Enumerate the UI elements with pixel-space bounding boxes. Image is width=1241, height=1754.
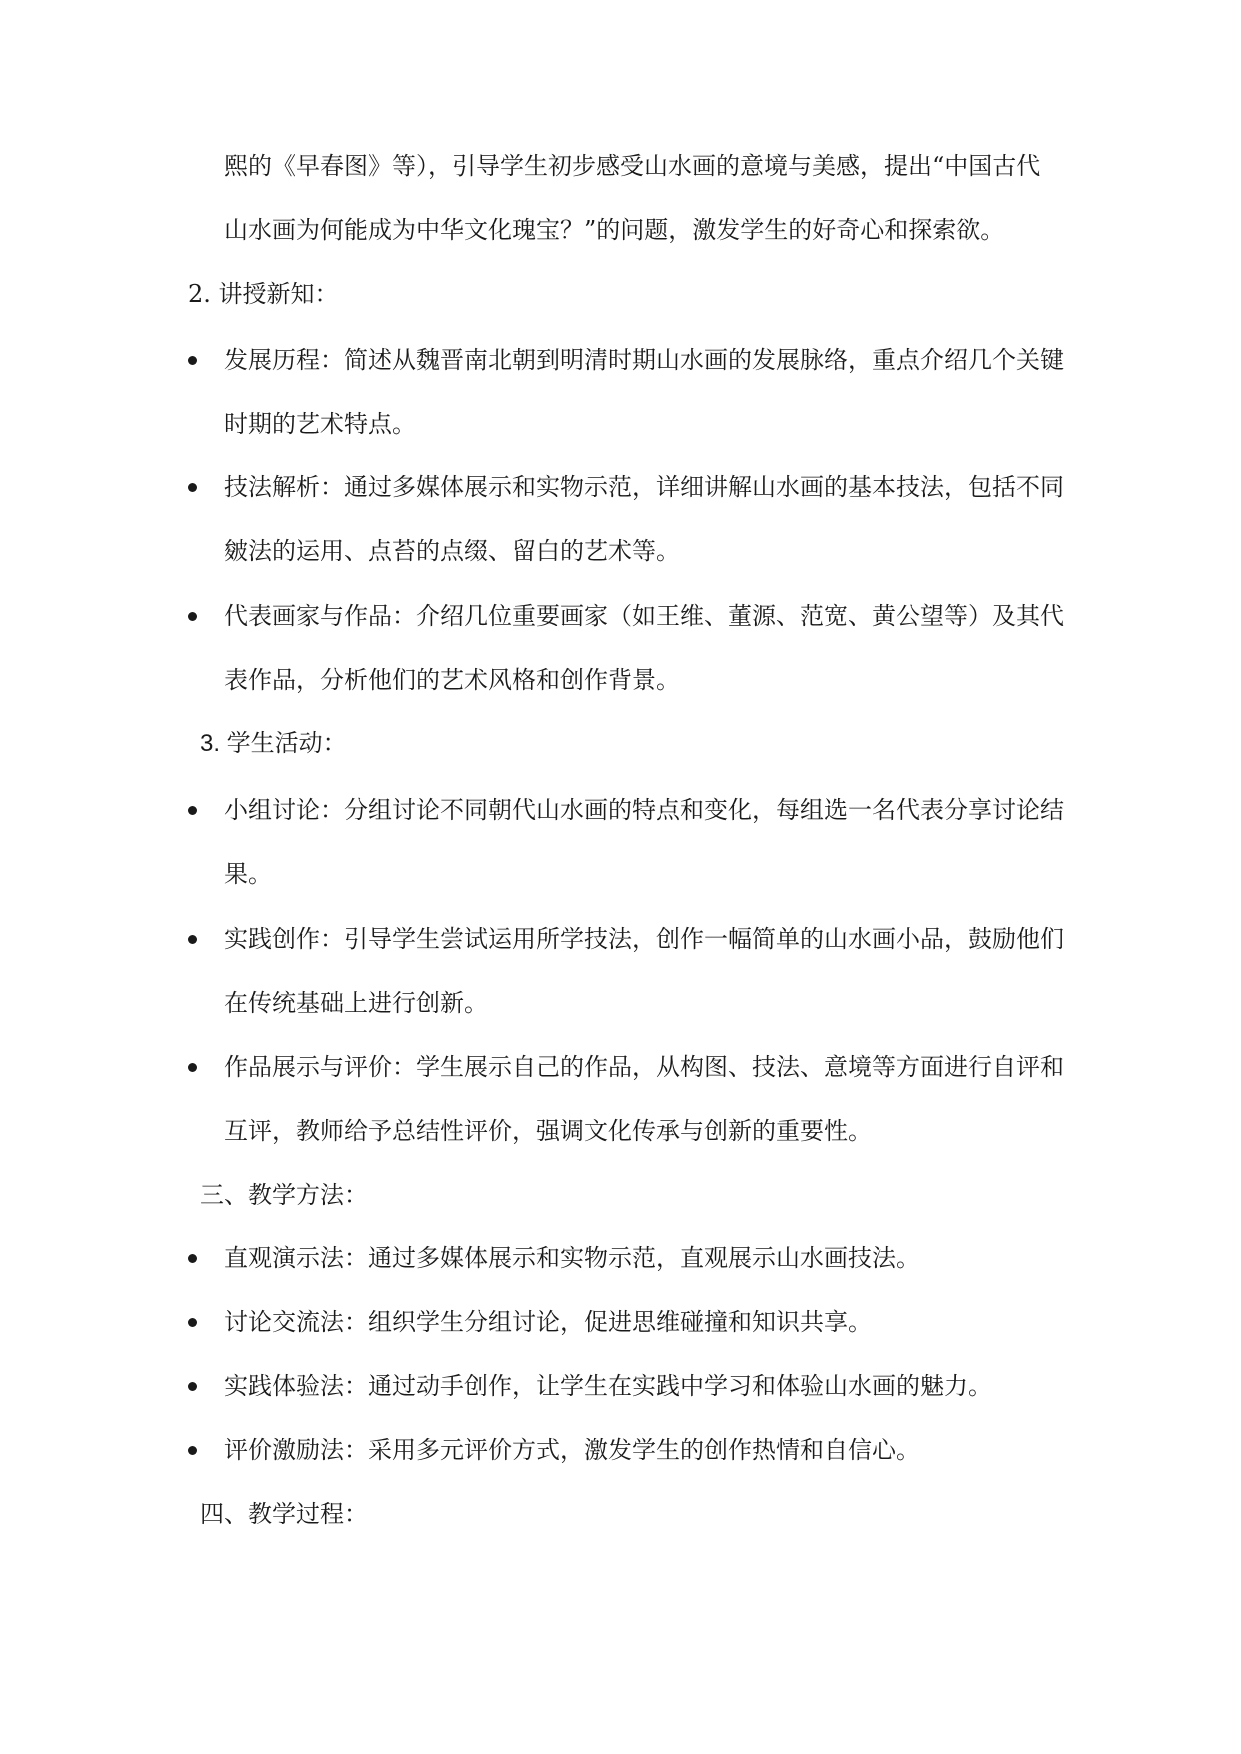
step3-item-1-line-2: 果。 xyxy=(224,860,272,888)
bullet-icon xyxy=(188,935,197,944)
bullet-icon xyxy=(188,1254,197,1263)
step2-item-3-line-2: 表作品，分析他们的艺术风格和创作背景。 xyxy=(224,666,680,694)
step3-item-2-line-2: 在传统基础上进行创新。 xyxy=(224,989,488,1017)
step2-item-2-line-1: 技法解析：通过多媒体展示和实物示范，详细讲解山水画的基本技法，包括不同 xyxy=(224,473,1064,501)
section3-item-4: 评价激励法：采用多元评价方式，激发学生的创作热情和自信心。 xyxy=(224,1436,920,1464)
bullet-icon xyxy=(188,806,197,815)
intro-line-2: 山水画为何能成为中华文化瑰宝？”的问题，激发学生的好奇心和探索欲。 xyxy=(224,216,1005,244)
section3-item-1: 直观演示法：通过多媒体展示和实物示范，直观展示山水画技法。 xyxy=(224,1244,920,1272)
step2-item-3-line-1: 代表画家与作品：介绍几位重要画家（如王维、董源、范宽、黄公望等）及其代 xyxy=(224,602,1064,630)
section3-heading: 三、教学方法： xyxy=(200,1181,368,1209)
intro-line-1: 熙的《早春图》等），引导学生初步感受山水画的意境与美感，提出“中国古代 xyxy=(224,152,1041,180)
step2-item-1-line-1: 发展历程：简述从魏晋南北朝到明清时期山水画的发展脉络，重点介绍几个关键 xyxy=(224,346,1064,374)
step2-heading: 2. 讲授新知： xyxy=(188,280,339,308)
step2-item-1-line-2: 时期的艺术特点。 xyxy=(224,410,416,438)
step3-item-3-line-2: 互评，教师给予总结性评价，强调文化传承与创新的重要性。 xyxy=(224,1117,872,1145)
step3-item-2-line-1: 实践创作：引导学生尝试运用所学技法，创作一幅简单的山水画小品，鼓励他们 xyxy=(224,925,1064,953)
step3-item-3-line-1: 作品展示与评价：学生展示自己的作品，从构图、技法、意境等方面进行自评和 xyxy=(224,1053,1064,1081)
bullet-icon xyxy=(188,1318,197,1327)
section3-item-2: 讨论交流法：组织学生分组讨论，促进思维碰撞和知识共享。 xyxy=(224,1308,872,1336)
section4-heading: 四、教学过程： xyxy=(200,1500,368,1528)
bullet-icon xyxy=(188,1063,197,1072)
step3-heading: 3. 学生活动： xyxy=(200,730,347,757)
bullet-icon xyxy=(188,483,197,492)
step3-item-1-line-1: 小组讨论：分组讨论不同朝代山水画的特点和变化，每组选一名代表分享讨论结 xyxy=(224,796,1064,824)
bullet-icon xyxy=(188,1446,197,1455)
section3-item-3: 实践体验法：通过动手创作，让学生在实践中学习和体验山水画的魅力。 xyxy=(224,1372,992,1400)
bullet-icon xyxy=(188,1382,197,1391)
bullet-icon xyxy=(188,356,197,365)
step2-item-2-line-2: 皴法的运用、点苔的点缀、留白的艺术等。 xyxy=(224,537,680,565)
bullet-icon xyxy=(188,612,197,621)
